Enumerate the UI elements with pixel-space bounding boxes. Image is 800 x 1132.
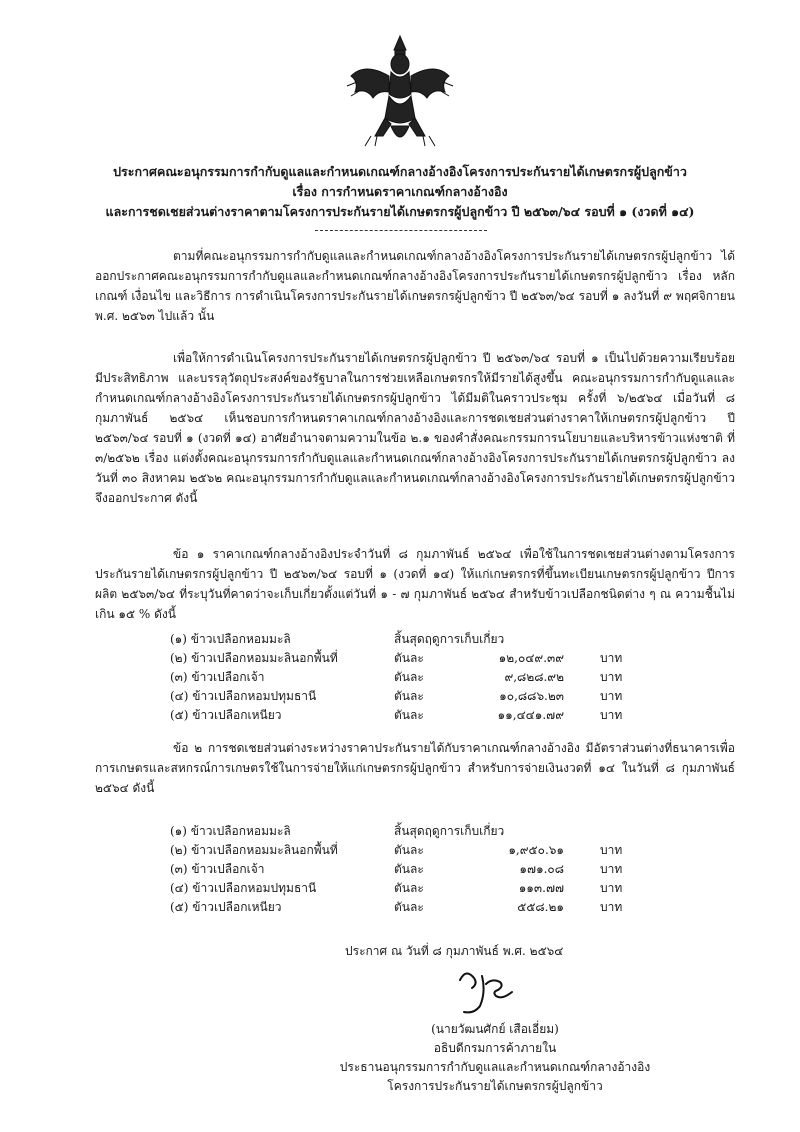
price-amount: ๕๕๘.๒๑ [517, 900, 564, 914]
price-unit: ตันละ [394, 900, 424, 914]
price-unit: ตันละ [394, 862, 424, 876]
signer-role-line-2: โครงการประกันรายได้เกษตรกรผู้ปลูกข้าว [387, 1079, 603, 1093]
paragraph-2 [95, 348, 735, 508]
paragraph-3-text: ข้อ ๑ ราคาเกณฑ์กลางอ้างอิงประจำวันที่ ๘ กุมภาพันธ์ ๒๕๖๔ เพื่อใช้ในการชดเชยส่วนต่างตามโครงการประกันรายได้เกษตรกรผู้ปลูกข้าว ปี ๒๕๖๓/๖๔ รอบที่ ๑ (งวดที่ ๑๔) ให้แก่เกษตรกรที่ขึ้นทะเบียนเกษตรกรผู้ปลูกข้าว ปีการผลิต ๒๕๖๓/๖๔ ที่ระบุวันที่คาดว่าจะเก็บเกี่ยวตั้งแต่วันที่ ๑ - ๗ กุมภาพันธ์ ๒๕๖๔ สำหรับข้าวเปลือกชนิดต่าง ๆ ณ ความชื้นไม่เกิน ๑๕ % ดังนี้ [95, 547, 735, 621]
price-unit: สิ้นสุดฤดูการเก็บเกี่ยว [394, 824, 505, 838]
announcement-date: ประกาศ ณ วันที่ ๘ กุมภาพันธ์ พ.ศ. ๒๕๖๔ [345, 944, 564, 958]
handwritten-signature [452, 962, 522, 1018]
price-unit: ตันละ [394, 670, 424, 684]
price-currency: บาท [600, 708, 623, 722]
signer-title: อธิบดีกรมการค้าภายใน [433, 1041, 557, 1055]
price-amount: ๑๑๓.๗๗ [518, 881, 564, 895]
price-amount: ๑๗๑.๐๘ [519, 862, 564, 876]
price-amount: ๑,๙๕๐.๖๑ [508, 843, 564, 857]
price-amount: ๑๑,๔๔๑.๗๙ [497, 708, 564, 722]
price-currency: บาท [600, 689, 623, 703]
signer-role-line-1: ประธานอนุกรรมการกำกับดูแลและกำหนดเกณฑ์กลางอ้างอิง [339, 1060, 651, 1074]
paragraph-3 [95, 544, 735, 624]
signature-block [300, 1020, 690, 1096]
price-currency: บาท [600, 843, 623, 857]
price-unit: สิ้นสุดฤดูการเก็บเกี่ยว [394, 632, 505, 646]
paragraph-4 [95, 738, 735, 798]
price-unit: ตันละ [394, 651, 424, 665]
price-unit: ตันละ [394, 843, 424, 857]
rice-type: (๕) ข้าวเปลือกเหนียว [170, 708, 282, 722]
price-currency: บาท [600, 651, 623, 665]
document-title [60, 162, 740, 222]
price-unit: ตันละ [394, 708, 424, 722]
title-line-1: ประกาศคณะอนุกรรมการกำกับดูแลและกำหนดเกณฑ์กลางอ้างอิงโครงการประกันรายได้เกษตรกรผู้ปลูกข้าว [113, 164, 687, 179]
title-divider [315, 230, 487, 231]
price-amount: ๑๐,๘๘๖.๒๓ [499, 689, 564, 703]
paragraph-1-text: ตามที่คณะอนุกรรมการกำกับดูแลและกำหนดเกณฑ์กลางอ้างอิงโครงการประกันรายได้เกษตรกรผู้ปลูกข้าว ได้ออกประกาศคณะอนุกรรมการกำกับดูแลและกำหนดเกณฑ์กลางอ้างอิงโครงการประกันรายได้เกษตรกรผู้ปลูกข้าว เรื่อง หลักเกณฑ์ เงื่อนไข และวิธีการ การดำเนินโครงการประกันรายได้เกษตรกรผู้ปลูกข้าว ปี ๒๕๖๓/๖๔ รอบที่ ๑ ลงวันที่ ๙ พฤศจิกายน พ.ศ. ๒๕๖๓ ไปแล้ว นั้น [95, 249, 735, 323]
garuda-emblem-icon [345, 32, 455, 150]
price-currency: บาท [600, 881, 623, 895]
signer-name: (นายวัฒนศักย์ เสือเอี่ยม) [431, 1022, 559, 1036]
price-amount: ๑๒,๐๔๙.๓๙ [498, 651, 564, 665]
price-unit: ตันละ [394, 881, 424, 895]
rice-type: (๑) ข้าวเปลือกหอมมะลิ [170, 632, 291, 646]
price-currency: บาท [600, 670, 623, 684]
title-line-2: เรื่อง การกำหนดราคาเกณฑ์กลางอ้างอิง [292, 184, 508, 199]
rice-type: (๓) ข้าวเปลือกเจ้า [170, 670, 265, 684]
paragraph-1 [95, 246, 735, 326]
price-unit: ตันละ [394, 689, 424, 703]
title-line-3: และการชดเชยส่วนต่างราคาตามโครงการประกันรายได้เกษตรกรผู้ปลูกข้าว ปี ๒๕๖๓/๖๔ รอบที่ ๑ (งวดที่ ๑๔) [105, 204, 695, 219]
paragraph-4-text: ข้อ ๒ การชดเชยส่วนต่างระหว่างราคาประกันรายได้กับราคาเกณฑ์กลางอ้างอิง มีอัตราส่วนต่างที่ธนาคารเพื่อการเกษตรและสหกรณ์การเกษตรใช้ในการจ่ายให้แก่เกษตรกรผู้ปลูกข้าว สำหรับการจ่ายเงินงวดที่ ๑๔ ในวันที่ ๘ กุมภาพันธ์ ๒๕๖๔ ดังนี้ [95, 741, 735, 795]
paragraph-2-text: เพื่อให้การดำเนินโครงการประกันรายได้เกษตรกรผู้ปลูกข้าว ปี ๒๕๖๓/๖๔ รอบที่ ๑ เป็นไปด้วยความเรียบร้อย มีประสิทธิภาพ และบรรลุวัตถุประสงค์ของรัฐบาลในการช่วยเหลือเกษตรกรให้มีรายได้สูงขึ้น คณะอนุกรรมการกำกับดูแลและกำหนดเกณฑ์กลางอ้างอิงโครงการประกันรายได้เกษตรกรผู้ปลูกข้าว ได้มีมติในคราวประชุม ครั้งที่ ๖/๒๕๖๔ เมื่อวันที่ ๘ กุมภาพันธ์ ๒๕๖๔ เห็นชอบการกำหนดราคาเกณฑ์กลางอ้างอิงและการชดเชยส่วนต่างราคาให้เกษตรกรผู้ปลูกข้าว ปี ๒๕๖๓/๖๔ รอบที่ ๑ (งวดที่ ๑๔) อาศัยอำนาจตามความในข้อ ๒.๑ ของคำสั่งคณะกรรมการนโยบายและบริหารข้าวแห่งชาติ ที่ ๓/๒๕๖๒ เรื่อง แต่งตั้งคณะอนุกรรมการกำกับดูแลและกำหนดเกณฑ์กลางอ้างอิงโครงการประกันรายได้เกษตรกรผู้ปลูกข้าว ลงวันที่ ๓๐ สิงหาคม ๒๕๖๒ คณะอนุกรรมการกำกับดูแลและกำหนดเกณฑ์กลางอ้างอิงโครงการประกันรายได้เกษตรกรผู้ปลูกข้าว จึงออกประกาศ ดังนี้ [95, 351, 735, 505]
price-currency: บาท [600, 862, 623, 876]
rice-type: (๓) ข้าวเปลือกเจ้า [170, 862, 265, 876]
rice-type: (๔) ข้าวเปลือกหอมปทุมธานี [170, 881, 317, 895]
rice-type: (๑) ข้าวเปลือกหอมมะลิ [170, 824, 291, 838]
price-amount: ๙,๘๒๘.๙๒ [504, 670, 564, 684]
price-currency: บาท [600, 900, 623, 914]
rice-type: (๕) ข้าวเปลือกเหนียว [170, 900, 282, 914]
rice-type: (๔) ข้าวเปลือกหอมปทุมธานี [170, 689, 317, 703]
rice-type: (๒) ข้าวเปลือกหอมมะลินอกพื้นที่ [170, 651, 338, 665]
rice-type: (๒) ข้าวเปลือกหอมมะลินอกพื้นที่ [170, 843, 338, 857]
